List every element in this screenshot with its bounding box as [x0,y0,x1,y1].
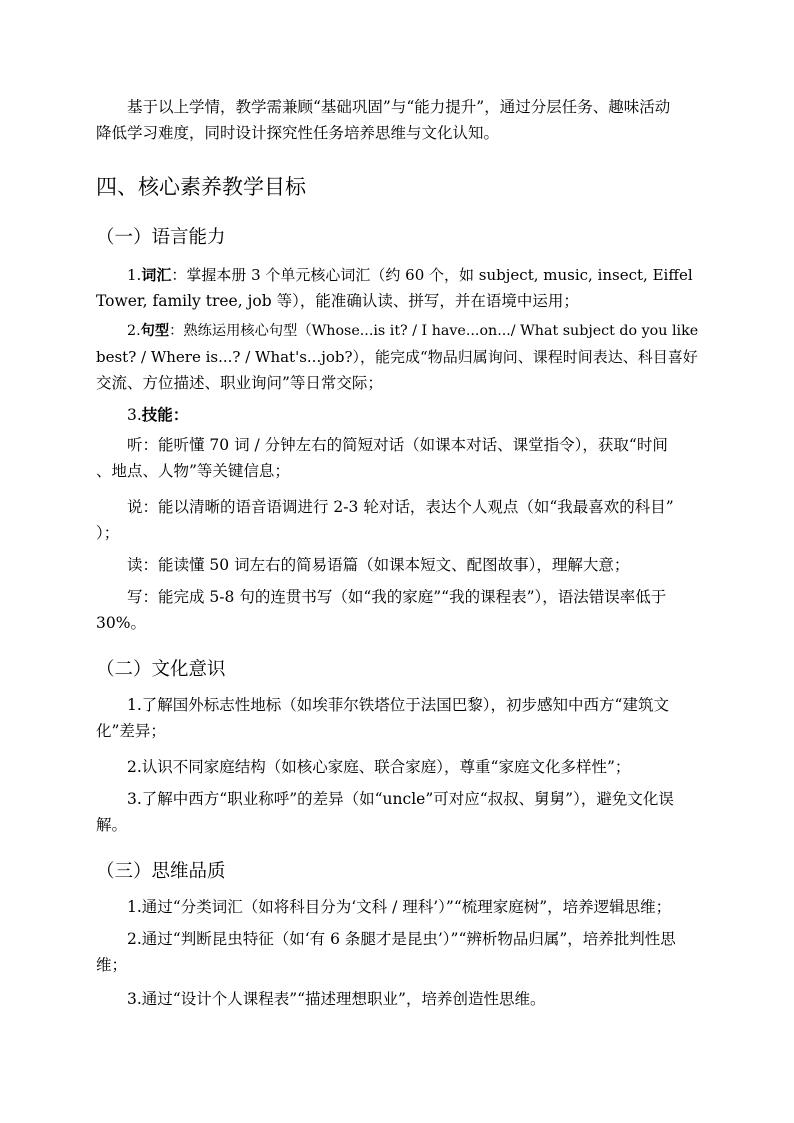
thinking-item-3-line: 3.通过“设计个人课程表”“描述理想职业”，培养创造性思维。 [127,990,546,1008]
listening-line-2: 、地点、人物”等关键信息； [96,462,290,480]
thinking-item-3 [96,986,700,1012]
section-4-heading: 四、核心素养教学目标 [96,175,306,199]
listening-goal [96,432,700,484]
speaking-line-1: 说：能以清晰的语音语调进行 2-3 轮对话，表达个人观点（如“我最喜欢的科目” [127,498,674,516]
skills-goal [96,402,700,428]
skills-line [96,402,700,428]
speaking-goal [96,494,700,546]
vocabulary-text-1: ：掌握本册 3 个单元核心词汇（约 60 个，如 subject, music, insect, Eiffel [171,266,693,284]
thinking-item-1 [96,894,700,920]
skills-colon: ： [172,406,189,424]
pattern-line-2: best? / Where is...? / What's...job?），能完成“物品归属询问、课程时间表达、科目喜好 [96,348,698,366]
pattern-text-1: ：熟练运用核心句型（Whose...is it? / I have...on.../ What subject do you like [169,323,699,339]
culture-item-1 [96,692,700,744]
intro-line-1: 基于以上学情，教学需兼顾“基础巩固”与“能力提升”，通过分层任务、趣味活动 [127,98,671,116]
thinking-item-2-line-1: 2.通过“判断昆虫特征（如‘有 6 条腿才是昆虫’）”“辨析物品归属”，培养批判性思 [127,930,676,948]
sentence-pattern-goal [96,318,700,396]
thinking-item-2-line-2: 维； [96,956,128,974]
vocabulary-label: 词汇 [141,266,172,284]
skills-number: 3. [127,406,142,424]
thinking-quality-heading: （三）思维品质 [96,861,226,882]
pattern-line-1 [96,318,700,344]
vocabulary-line-2: Tower, family tree, job 等），能准确认读、拼写，并在语境中运用； [96,292,579,310]
vocabulary-line-1 [96,262,700,288]
writing-line-1: 写：能完成 5-8 句的连贯书写（如“我的家庭”“我的课程表”），语法错误率低于 [127,588,667,606]
thinking-item-2 [96,926,700,978]
vocabulary-number: 1. [127,266,142,284]
thinking-item-1-line: 1.通过“分类词汇（如将科目分为‘文科 / 理科’）”“梳理家庭树”，培养逻辑思维； [127,898,672,916]
culture-item-2 [96,754,700,780]
speaking-line-2: ）； [96,524,120,542]
reading-line: 读：能读懂 50 词左右的简易语篇（如课本短文、配图故事），理解大意； [127,556,630,574]
writing-goal [96,584,700,636]
culture-item-3-line-2: 解。 [96,816,128,834]
language-ability-heading: （一）语言能力 [96,227,226,248]
writing-line-2: 30%。 [96,614,146,632]
intro-line-2: 降低学习难度，同时设计探究性任务培养思维与文化认知。 [96,124,500,142]
culture-item-2-line: 2.认识不同家庭结构（如核心家庭、联合家庭），尊重“家庭文化多样性”； [127,758,631,776]
culture-item-1-line-2: 化”差异； [96,722,166,740]
culture-item-1-line-1: 1.了解国外标志性地标（如埃菲尔铁塔位于法国巴黎），初步感知中西方“建筑文 [127,696,669,714]
reading-goal [96,552,700,578]
cultural-awareness-heading: （二）文化意识 [96,659,226,680]
pattern-line-3: 交流、方位描述、职业询问”等日常交际； [96,374,383,392]
vocabulary-goal [96,262,700,314]
intro-paragraph [96,94,700,146]
listening-line-1: 听：能听懂 70 词 / 分钟左右的简短对话（如课本对话、课堂指令），获取“时间 [127,436,668,454]
culture-item-3 [96,786,700,838]
skills-label: 技能 [141,406,173,424]
culture-item-3-line-1: 3.了解中西方“职业称呼”的差异（如“uncle”可对应“叔叔、舅舅”），避免文化误 [127,790,674,808]
pattern-number: 2. [127,323,141,339]
pattern-label: 句型 [140,323,170,339]
